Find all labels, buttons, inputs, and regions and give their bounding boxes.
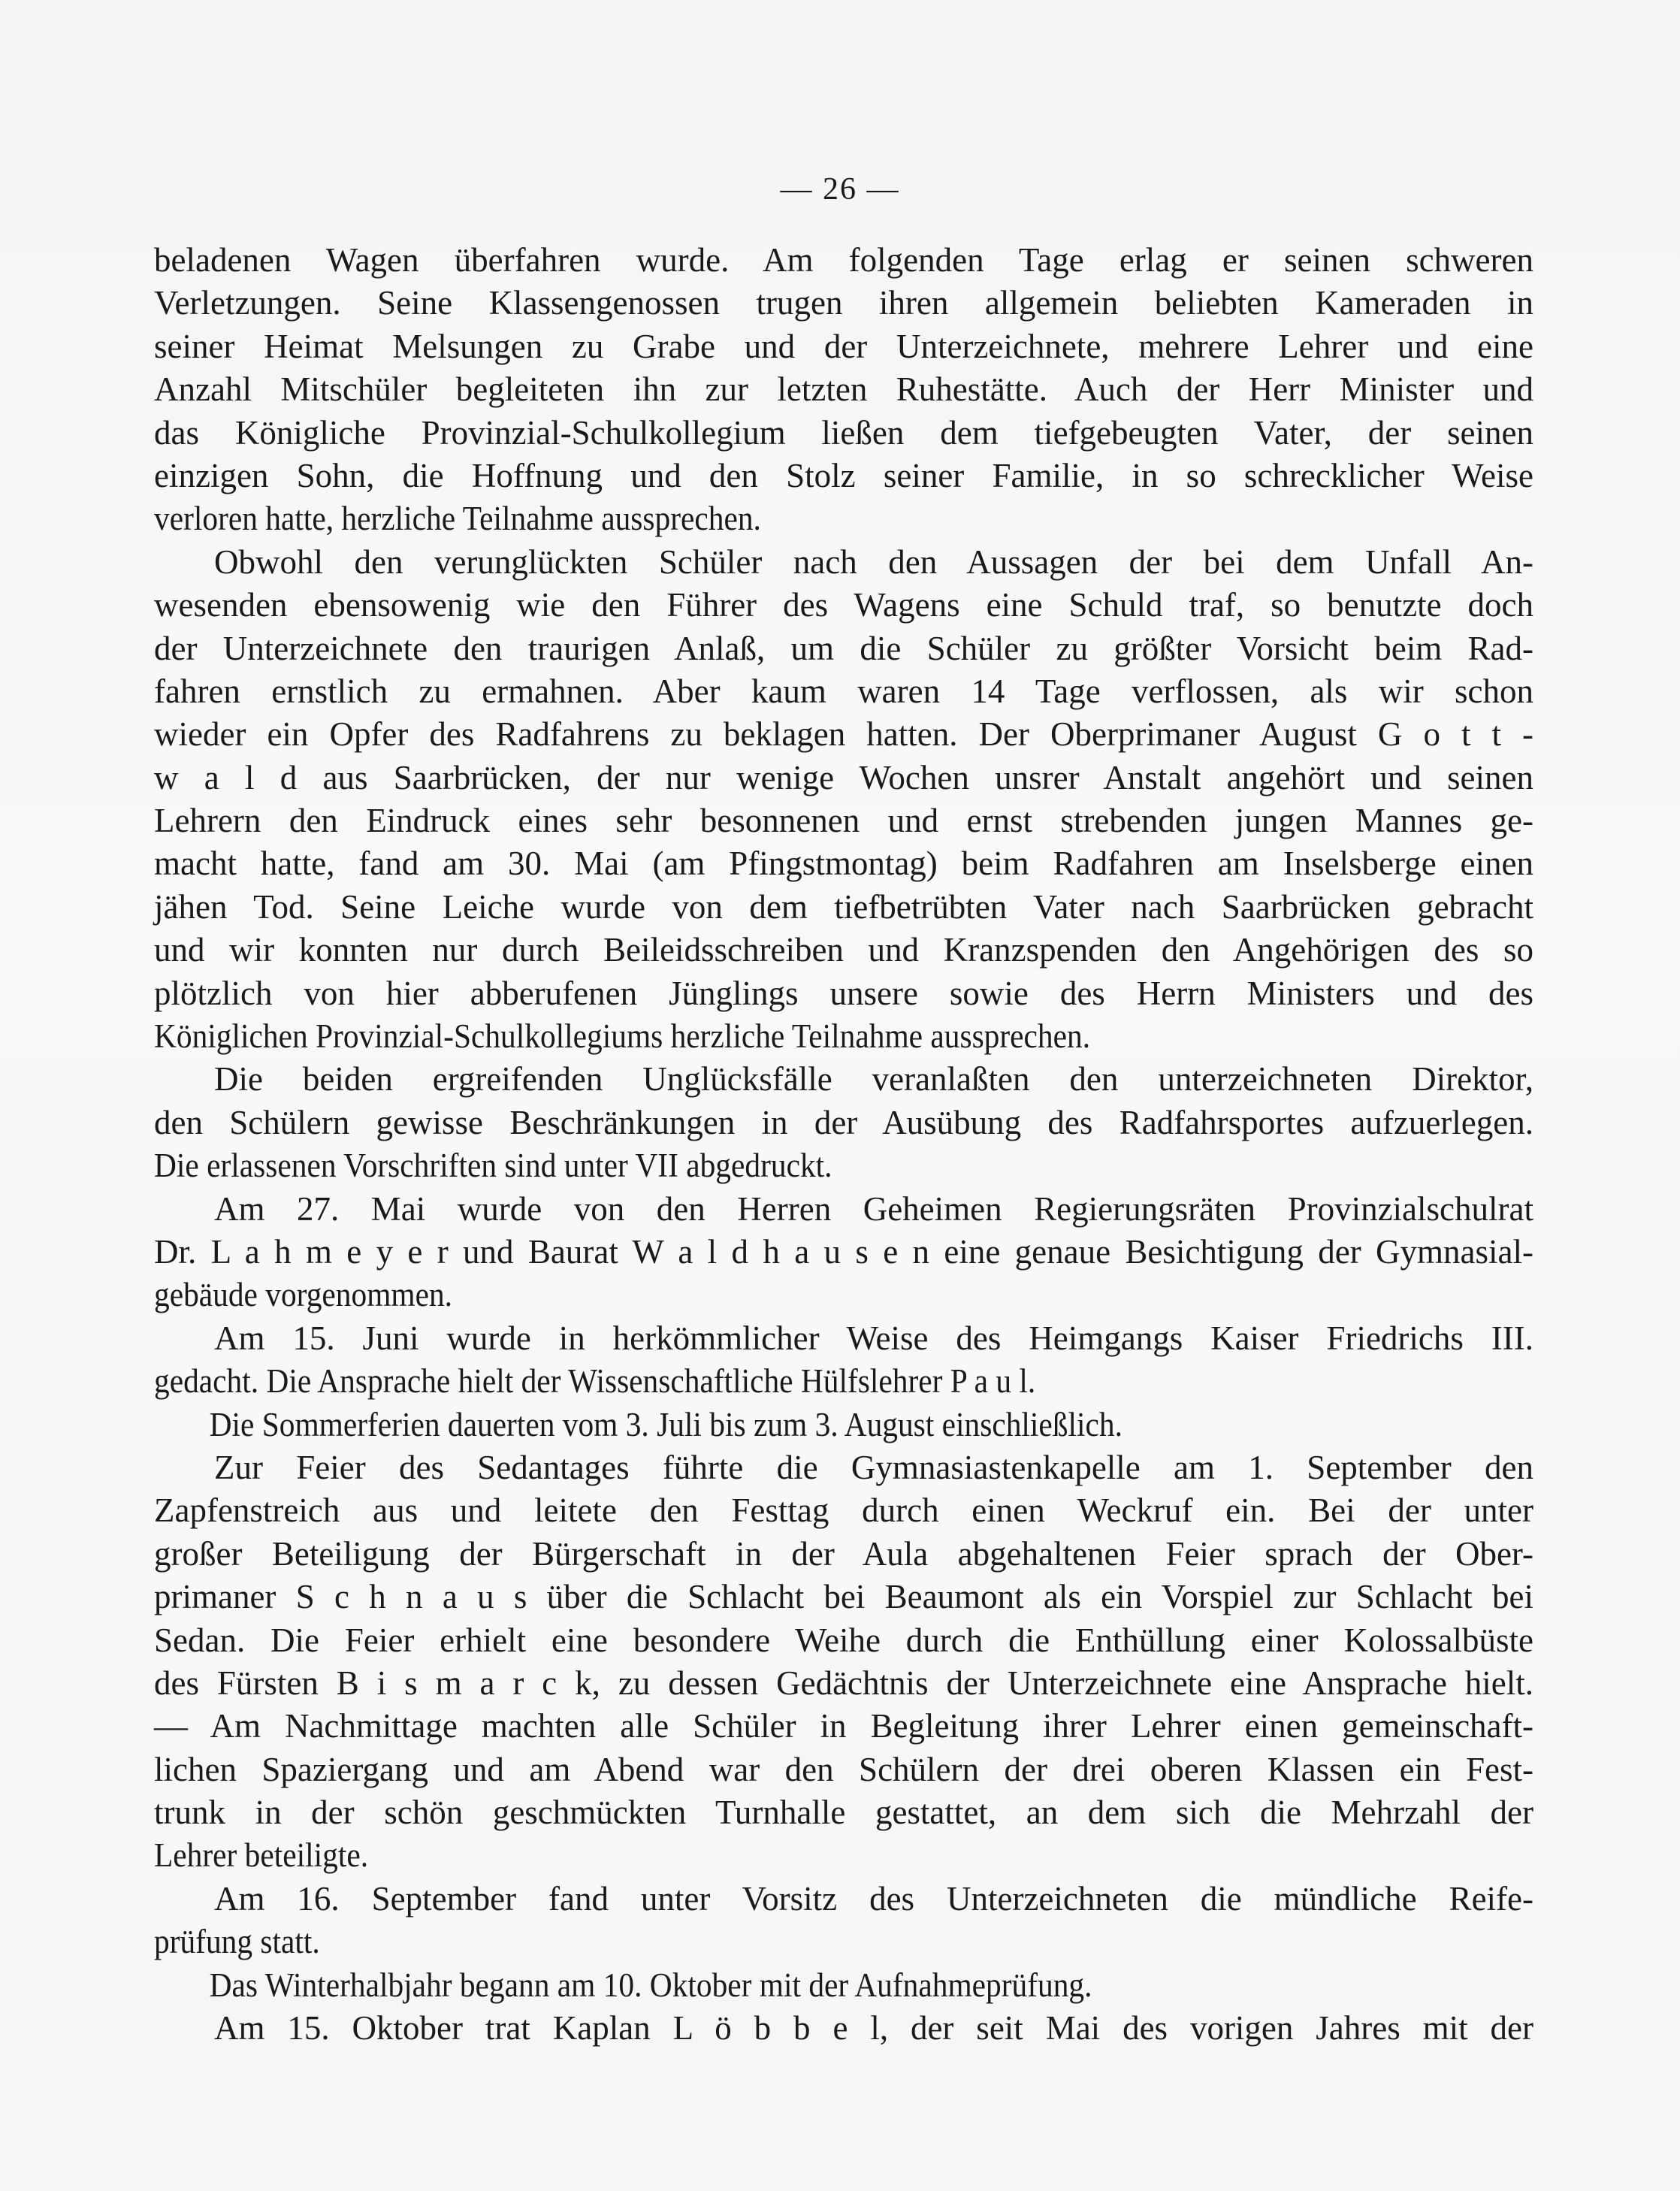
text-line: fahren ernstlich zu ermahnen. Aber kaum waren 14 Tage verflossen, als wir schon (154, 672, 1533, 710)
paragraph-first-line: Am 16. September fand unter Vorsitz des Unterzeichneten die mündliche Reife- (214, 1879, 1533, 1918)
text-line: Zapfenstreich aus und leitete den Festtag durch einen Weckruf ein. Bei der unter (154, 1491, 1533, 1530)
text-line: gedacht. Die Ansprache hielt der Wissenschaftliche Hülfslehrer P a u l. (154, 1362, 1036, 1401)
paragraph-first-line: Das Winterhalbjahr begann am 10. Oktober mit der Aufnahmeprüfung. (209, 1966, 1092, 2004)
text-line: Sedan. Die Feier erhielt eine besondere Weihe durch die Enthüllung einer Kolossalbüste (154, 1621, 1533, 1659)
text-line: Lehrern den Eindruck eines sehr besonnenen und ernst strebenden jungen Mannes ge- (154, 802, 1533, 840)
text-line: der Unterzeichnete den traurigen Anlaß, um die Schüler zu größter Vorsicht beim Rad- (154, 629, 1533, 667)
text-line: lichen Spaziergang und am Abend war den Schülern der drei oberen Klassen ein Fest- (154, 1750, 1533, 1788)
text-line: den Schülern gewisse Beschränkungen in der Ausübung des Radfahrsportes aufzuerlegen. (154, 1103, 1533, 1141)
text-line: — Am Nachmittage machten alle Schüler in Begleitung ihrer Lehrer einen gemeinschaft- (154, 1707, 1533, 1745)
text-line: Die erlassenen Vorschriften sind unter VII abgedruckt. (154, 1147, 832, 1185)
text-line: prüfung statt. (154, 1923, 320, 1961)
text-line: seiner Heimat Melsungen zu Grabe und der Unterzeichnete, mehrere Lehrer und eine (154, 327, 1533, 365)
text-line: gebäude vorgenommen. (154, 1276, 453, 1314)
paragraph-first-line: Zur Feier des Sedantages führte die Gymnasiastenkapelle am 1. September den (214, 1448, 1533, 1486)
paragraph-first-line: Obwohl den verunglückten Schüler nach den Aussagen der bei dem Unfall An- (214, 542, 1533, 581)
text-line: primaner S c h n a u s über die Schlacht bei Beaumont als ein Vorspiel zur Schlacht bei (154, 1578, 1533, 1616)
text-line: trunk in der schön geschmückten Turnhalle gestattet, an dem sich die Mehrzahl der (154, 1794, 1533, 1832)
text-line: w a l d aus Saarbrücken, der nur wenige Wochen unsrer Anstalt angehört und seinen (154, 758, 1533, 796)
text-line: wesenden ebensowenig wie den Führer des Wagens eine Schuld traf, so benutzte doch (154, 586, 1533, 624)
text-line: Lehrer beteiligte. (154, 1836, 369, 1875)
text-line: des Fürsten B i s m a r c k, zu dessen Gedächtnis der Unterzeichnete eine Ansprache hielt. (154, 1664, 1533, 1702)
body-text (154, 239, 1533, 2050)
text-line: Anzahl Mitschüler begleiteten ihn zur letzten Ruhestätte. Auch der Herr Minister und (154, 370, 1533, 409)
text-line: Königlichen Provinzial-Schulkollegiums herzliche Teilnahme aussprechen. (154, 1017, 1091, 1056)
text-line: großer Beteiligung der Bürgerschaft in der Aula abgehaltenen Feier sprach der Ober- (154, 1534, 1533, 1573)
text-line: verloren hatte, herzliche Teilnahme aussprechen. (154, 500, 761, 538)
text-line: Verletzungen. Seine Klassengenossen trugen ihren allgemein beliebten Kameraden in (154, 284, 1533, 322)
text-line: jähen Tod. Seine Leiche wurde von dem tiefbetrübten Vater nach Saarbrücken gebracht (154, 887, 1533, 926)
text-line: wieder ein Opfer des Radfahrens zu beklagen hatten. Der Oberprimaner August G o t t - (154, 715, 1533, 754)
paragraph-first-line: Die Sommerferien dauerten vom 3. Juli bis zum 3. August einschließlich. (209, 1405, 1123, 1443)
text-line: beladenen Wagen überfahren wurde. Am folgenden Tage erlag er seinen schweren (154, 241, 1533, 279)
paragraph-first-line: Die beiden ergreifenden Unglücksfälle veranlaßten den unterzeichneten Direktor, (214, 1060, 1533, 1099)
paragraph-first-line: Am 15. Juni wurde in herkömmlicher Weise des Heimgangs Kaiser Friedrichs III. (214, 1319, 1533, 1357)
text-line: das Königliche Provinzial-Schulkollegium ließen dem tiefgebeugten Vater, der seinen (154, 413, 1533, 452)
text-line: plötzlich von hier abberufenen Jünglings unsere sowie des Herrn Ministers und des (154, 974, 1533, 1012)
text-line: macht hatte, fand am 30. Mai (am Pfingstmontag) beim Radfahren am Inselsberge einen (154, 845, 1533, 883)
text-line: und wir konnten nur durch Beileidsschreiben und Kranzspenden den Angehörigen des so (154, 931, 1533, 969)
text-line: einzigen Sohn, die Hoffnung und den Stolz seiner Familie, in so schrecklicher Weise (154, 456, 1533, 494)
page-number: — 26 — (780, 172, 900, 207)
paragraph-first-line: Am 15. Oktober trat Kaplan L ö b b e l, der seit Mai des vorigen Jahres mit der (214, 2009, 1533, 2047)
paragraph-first-line: Am 27. Mai wurde von den Herren Geheimen Regierungsräten Provinzialschulrat (214, 1189, 1533, 1228)
text-line: Dr. L a h m e y e r und Baurat W a l d h a u s e n eine genaue Besichtigung der Gymnasial- (154, 1232, 1533, 1271)
